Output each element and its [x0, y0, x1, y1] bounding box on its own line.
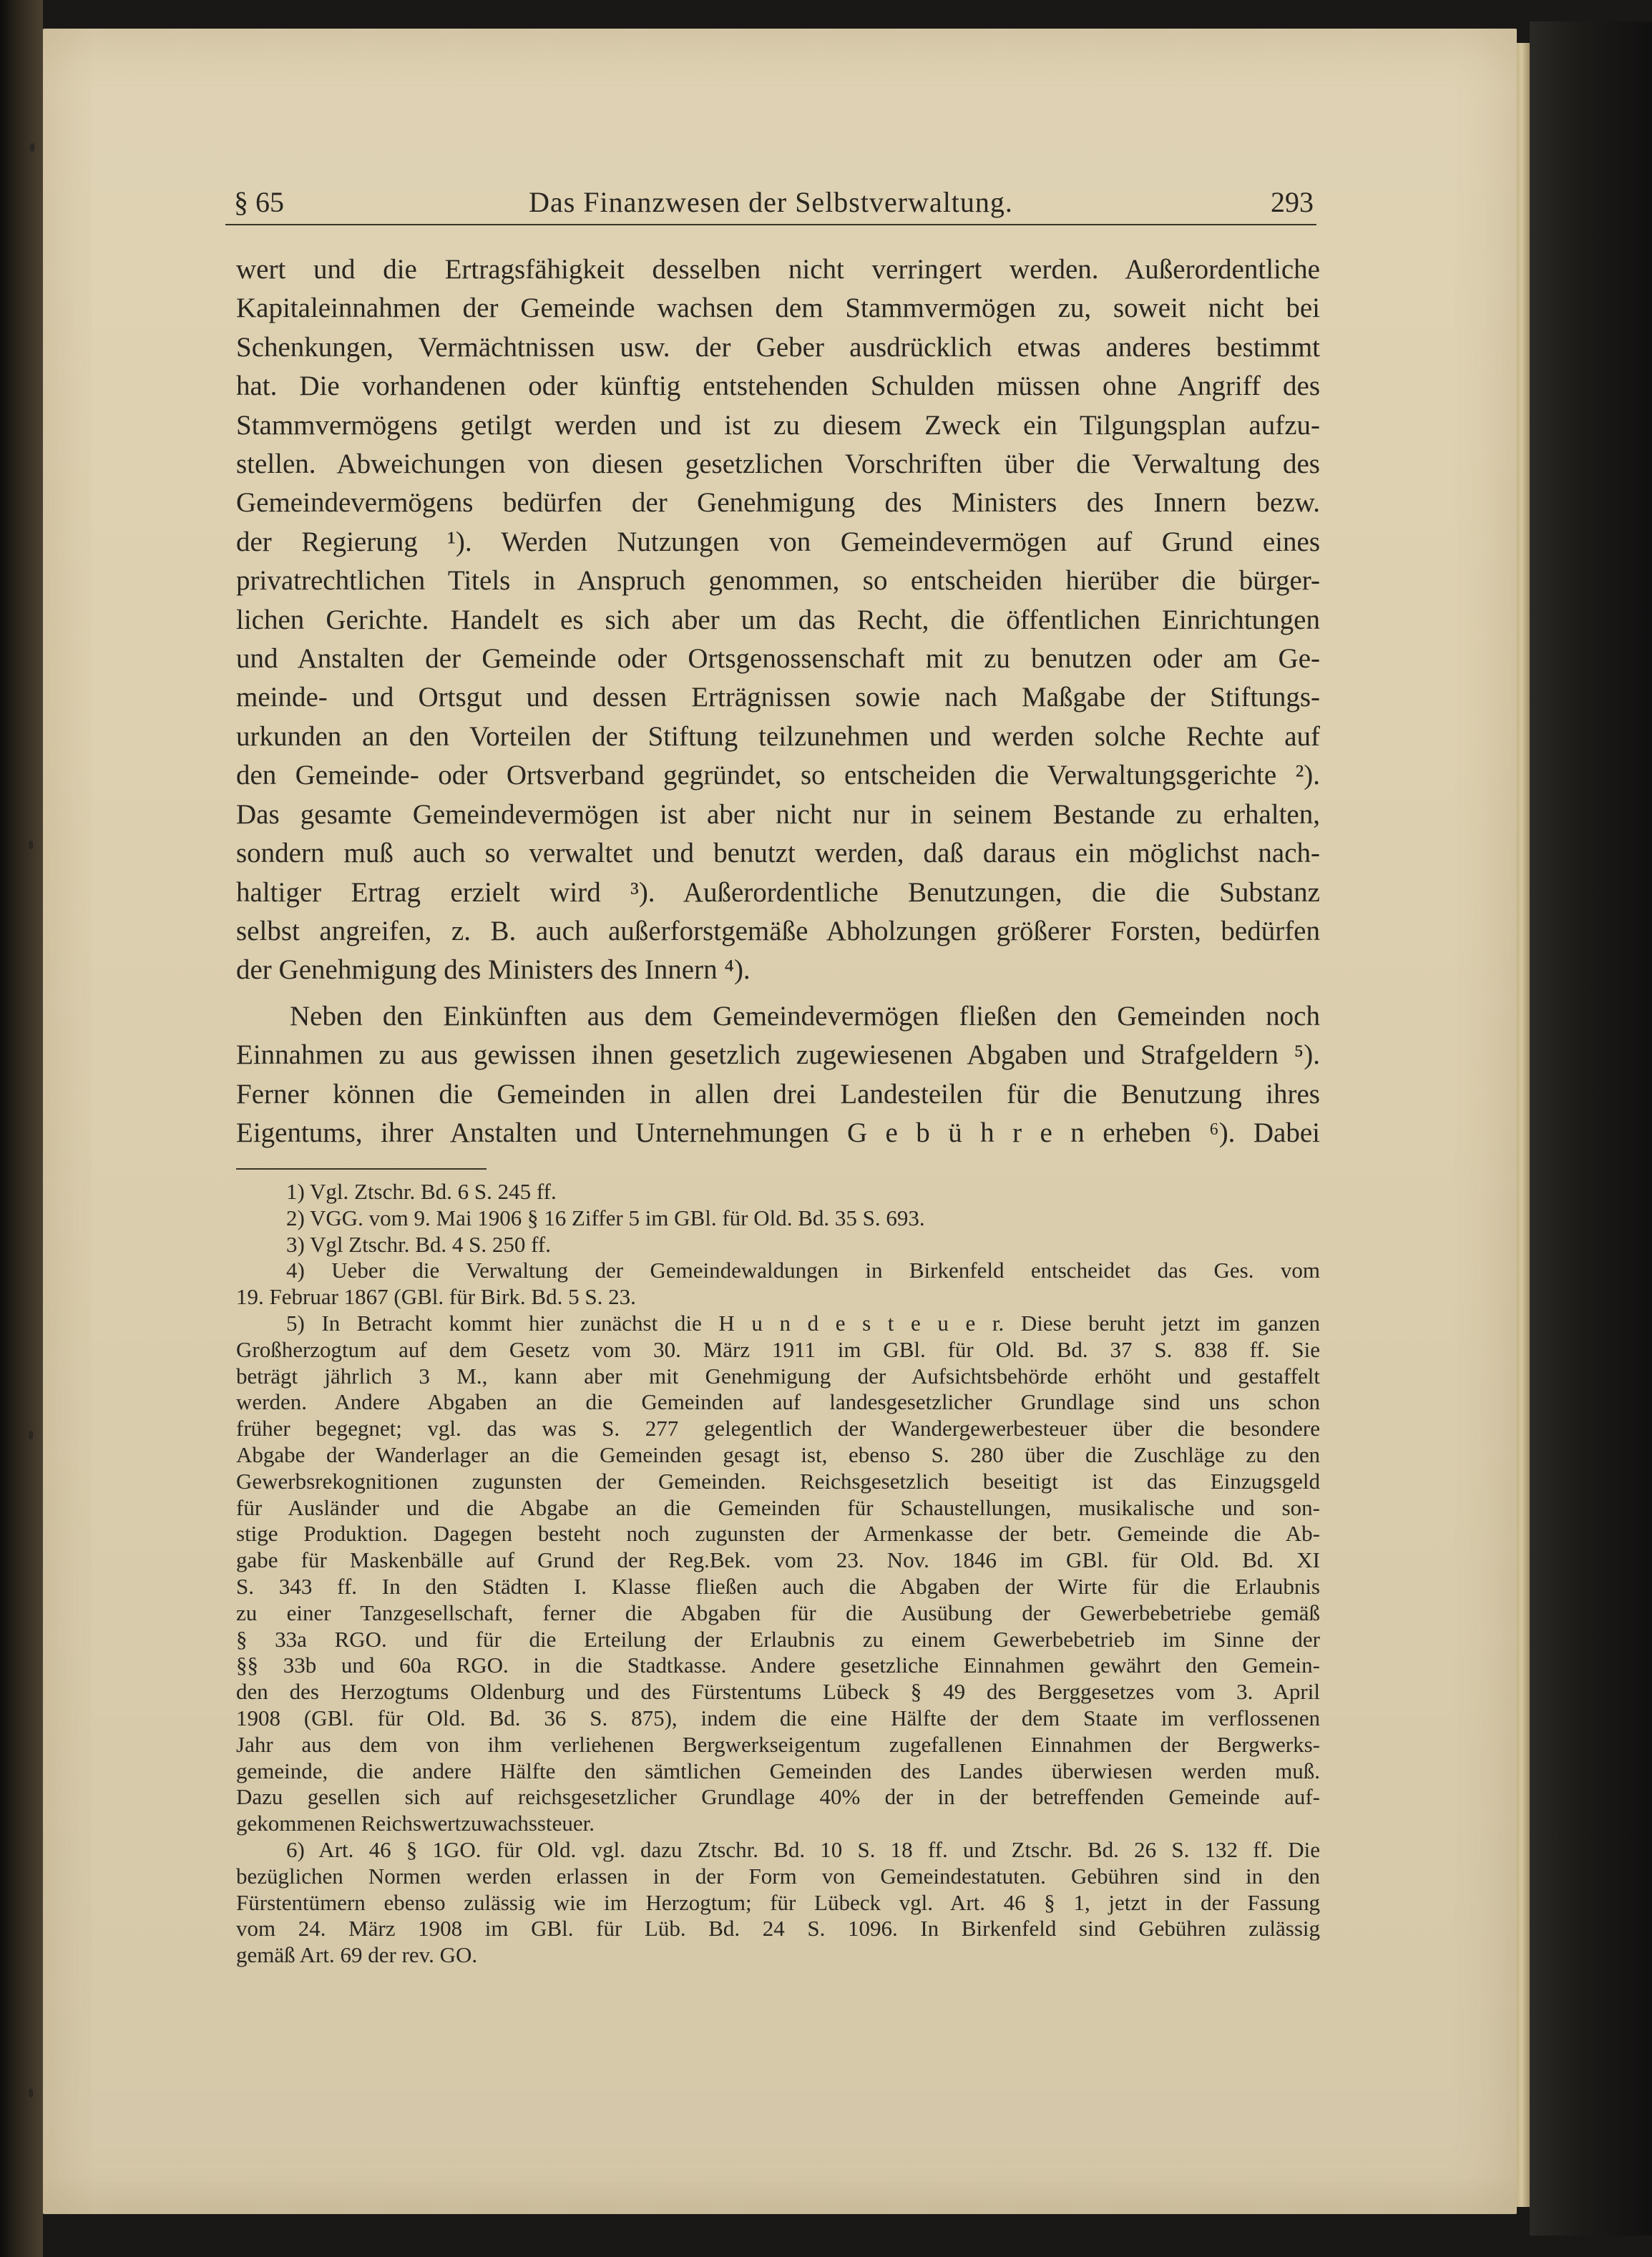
- paragraph-1: [236, 250, 1320, 990]
- footnote-line: § 33a RGO. und für die Erteilung der Erlaubnis zu einem Gewerbebetrieb im Sinne der: [236, 1626, 1320, 1652]
- text-line: Einnahmen zu aus gewissen ihnen gesetzlich zugewiesenen Abgaben und Strafgeldern ⁵).: [236, 1039, 1320, 1071]
- footnote-line: beträgt jährlich 3 M., kann aber mit Genehmigung der Aufsichtsbehörde erhöht und gestaffelt: [236, 1363, 1320, 1389]
- footnote-1: [236, 1179, 1320, 1205]
- text-line: sondern muß auch so verwaltet und benutzt werden, daß daraus ein möglichst nach-: [236, 838, 1320, 869]
- book-spine: [0, 0, 43, 2257]
- text-line: selbst angreifen, z. B. auch außerforstgemäße Abholzungen größerer Forsten, bedürfen: [236, 915, 1320, 946]
- text-line: lichen Gerichte. Handelt es sich aber um das Recht, die öffentlichen Einrichtungen: [236, 604, 1320, 635]
- footnote-line: 2) VGG. vom 9. Mai 1906 § 16 Ziffer 5 im GBl. für Old. Bd. 35 S. 693.: [286, 1205, 925, 1230]
- footnote-line: S. 343 ff. In den Städten I. Klasse fließen auch die Abgaben der Wirte für die Erlaubnis: [236, 1573, 1320, 1599]
- text-line: Neben den Einkünften aus dem Gemeindevermögen fließen den Gemeinden noch: [290, 1000, 1320, 1032]
- footnote-line: früher begegnet; vgl. das was S. 277 gelegentlich der Wandergewerbesteuer über die besondere: [236, 1416, 1320, 1441]
- main-text: [236, 250, 1320, 1152]
- footnote-line: Abgabe der Wanderlager an die Gemeinden gesagt ist, ebenso S. 280 über die Zuschläge zu den: [236, 1441, 1320, 1467]
- footnote-line: 4) Ueber die Verwaltung der Gemeindewaldungen in Birkenfeld entscheidet das Ges. vom: [286, 1258, 1320, 1283]
- footnote-3: [236, 1232, 1320, 1258]
- section-number: § 65: [234, 186, 284, 218]
- footnote-6: [236, 1837, 1320, 1969]
- footnote-line: gemäß Art. 69 der rev. GO.: [236, 1942, 478, 1968]
- running-head: [225, 182, 1316, 225]
- binding-mark: [29, 1431, 33, 1439]
- footnote-line: 1) Vgl. Ztschr. Bd. 6 S. 245 ff.: [286, 1179, 557, 1204]
- footnote-line: gekommenen Reichswertzuwachssteuer.: [236, 1811, 595, 1836]
- footnote-line: den des Herzogtums Oldenburg und des Fürstentums Lübeck § 49 des Berggesetzes vom 3. April: [236, 1679, 1320, 1705]
- footnote-4: [236, 1258, 1320, 1311]
- text-line: Schenkungen, Vermächtnissen usw. der Geber ausdrücklich etwas anderes bestimmt: [236, 331, 1320, 363]
- footnote-line: 6) Art. 46 § 1GO. für Old. vgl. dazu Ztschr. Bd. 10 S. 18 ff. und Ztschr. Bd. 26 S. 132 ff. Die: [286, 1836, 1320, 1862]
- text-line: der Genehmigung des Ministers des Innern ⁴).: [236, 954, 751, 986]
- text-line: meinde- und Ortsgut und dessen Erträgnissen sowie nach Maßgabe der Stiftungs-: [236, 682, 1320, 713]
- footnote-line: zu einer Tanzgesellschaft, ferner die Abgaben für die Ausübung der Gewerbebetriebe gemäß: [236, 1600, 1320, 1625]
- text-line: der Regierung ¹). Werden Nutzungen von Gemeindevermögen auf Grund eines: [236, 526, 1320, 557]
- text-line: und Anstalten der Gemeinde oder Ortsgenossenschaft mit zu benutzen oder am Ge-: [236, 643, 1320, 675]
- footnote-line: Gewerbsrekognitionen zugunsten der Gemeinden. Reichsgesetzlich beseitigt ist das Einzugsgeld: [236, 1468, 1320, 1494]
- text-line: Ferner können die Gemeinden in allen drei Landesteilen für die Benutzung ihres: [236, 1078, 1320, 1110]
- footnote-line: Dazu gesellen sich auf reichsgesetzlicher Grundlage 40% der in der betreffenden Gemeinde auf-: [236, 1784, 1320, 1810]
- text-line: Das gesamte Gemeindevermögen ist aber nicht nur in seinem Bestande zu erhalten,: [236, 798, 1320, 830]
- footnote-line: 19. Februar 1867 (GBl. für Birk. Bd. 5 S. 23.: [236, 1284, 636, 1310]
- footnote-line: §§ 33b und 60a RGO. in die Stadtkasse. Andere gesetzliche Einnahmen gewährt den Gemein-: [236, 1653, 1320, 1678]
- chapter-title: Das Finanzwesen der Selbstverwaltung.: [529, 186, 1013, 218]
- binding-mark: [29, 841, 33, 849]
- footnote-line: 5) In Betracht kommt hier zunächst die H u n d e s t e u e r. Diese beruht jetzt im ganzen: [286, 1310, 1320, 1336]
- footnote-rule: [236, 1168, 487, 1170]
- footnote-5: [236, 1311, 1320, 1837]
- footnote-line: Jahr aus dem von ihm verliehenen Bergwerkseigentum zugefallenen Einnahmen der Bergwerks-: [236, 1731, 1320, 1757]
- book-cover-edge: [1530, 21, 1652, 2236]
- footnote-line: gabe für Maskenbälle auf Grund der Reg.Bek. vom 23. Nov. 1846 im GBl. für Old. Bd. XI: [236, 1547, 1320, 1573]
- text-line: Stammvermögens getilgt werden und ist zu diesem Zweck ein Tilgungsplan aufzu-: [236, 409, 1320, 441]
- footnote-line: bezüglichen Normen werden erlassen in der Form von Gemeindestatuten. Gebühren sind in den: [236, 1863, 1320, 1889]
- text-line: Eigentums, ihrer Anstalten und Unternehmungen G e b ü h r e n erheben ⁶). Dabei: [236, 1117, 1320, 1148]
- binding-mark: [29, 2089, 33, 2097]
- text-line: Kapitaleinnahmen der Gemeinde wachsen dem Stammvermögen zu, soweit nicht bei: [236, 293, 1320, 324]
- text-line: hat. Die vorhandenen oder künftig entstehenden Schulden müssen ohne Angriff des: [236, 371, 1320, 402]
- paragraph-2: [236, 997, 1320, 1153]
- footnote-line: für Ausländer und die Abgabe an die Gemeinden für Schaustellungen, musikalische und son-: [236, 1494, 1320, 1520]
- binding-mark: [30, 143, 34, 152]
- footnote-line: 1908 (GBl. für Old. Bd. 36 S. 875), indem die eine Hälfte der dem Staate im verflossenen: [236, 1705, 1320, 1730]
- text-line: stellen. Abweichungen von diesen gesetzlichen Vorschriften über die Verwaltung des: [236, 449, 1320, 480]
- text-line: den Gemeinde- oder Ortsverband gegründet, so entscheiden die Verwaltungsgerichte ²).: [236, 760, 1320, 791]
- footnote-line: Fürstentümern ebenso zulässig wie im Herzogtum; für Lübeck vgl. Art. 46 § 1, jetzt in der Fassung: [236, 1889, 1320, 1915]
- footnote-line: werden. Andere Abgaben an die Gemeinden auf landesgesetzlicher Grundlage sind uns schon: [236, 1389, 1320, 1415]
- text-line: haltiger Ertrag erzielt wird ³). Außerordentliche Benutzungen, die die Substanz: [236, 876, 1320, 908]
- text-line: Gemeindevermögens bedürfen der Genehmigung des Ministers des Innern bezw.: [236, 487, 1320, 519]
- page-number: 293: [1271, 186, 1314, 218]
- footnote-line: 3) Vgl Ztschr. Bd. 4 S. 250 ff.: [286, 1231, 552, 1257]
- text-line: privatrechtlichen Titels in Anspruch genommen, so entscheiden hierüber die bürger-: [236, 565, 1320, 597]
- footnote-2: [236, 1205, 1320, 1232]
- footnote-line: stige Produktion. Dagegen besteht noch zugunsten der Armenkasse der betr. Gemeinde die Ab-: [236, 1521, 1320, 1547]
- footnote-line: gemeinde, die andere Hälfte den sämtlichen Gemeinden des Landes überwiesen werden muß.: [236, 1758, 1320, 1783]
- footnotes: [236, 1179, 1320, 1969]
- text-line: urkunden an den Vorteilen der Stiftung teilzunehmen und werden solche Rechte auf: [236, 720, 1320, 752]
- footnote-line: Großherzogtum auf dem Gesetz vom 30. März 1911 im GBl. für Old. Bd. 37 S. 838 ff. Sie: [236, 1336, 1320, 1362]
- footnote-line: vom 24. März 1908 im GBl. für Lüb. Bd. 24 S. 1096. In Birkenfeld sind Gebühren zulässig: [236, 1916, 1320, 1942]
- text-line: wert und die Ertragsfähigkeit desselben nicht verringert werden. Außerordentliche: [236, 254, 1320, 285]
